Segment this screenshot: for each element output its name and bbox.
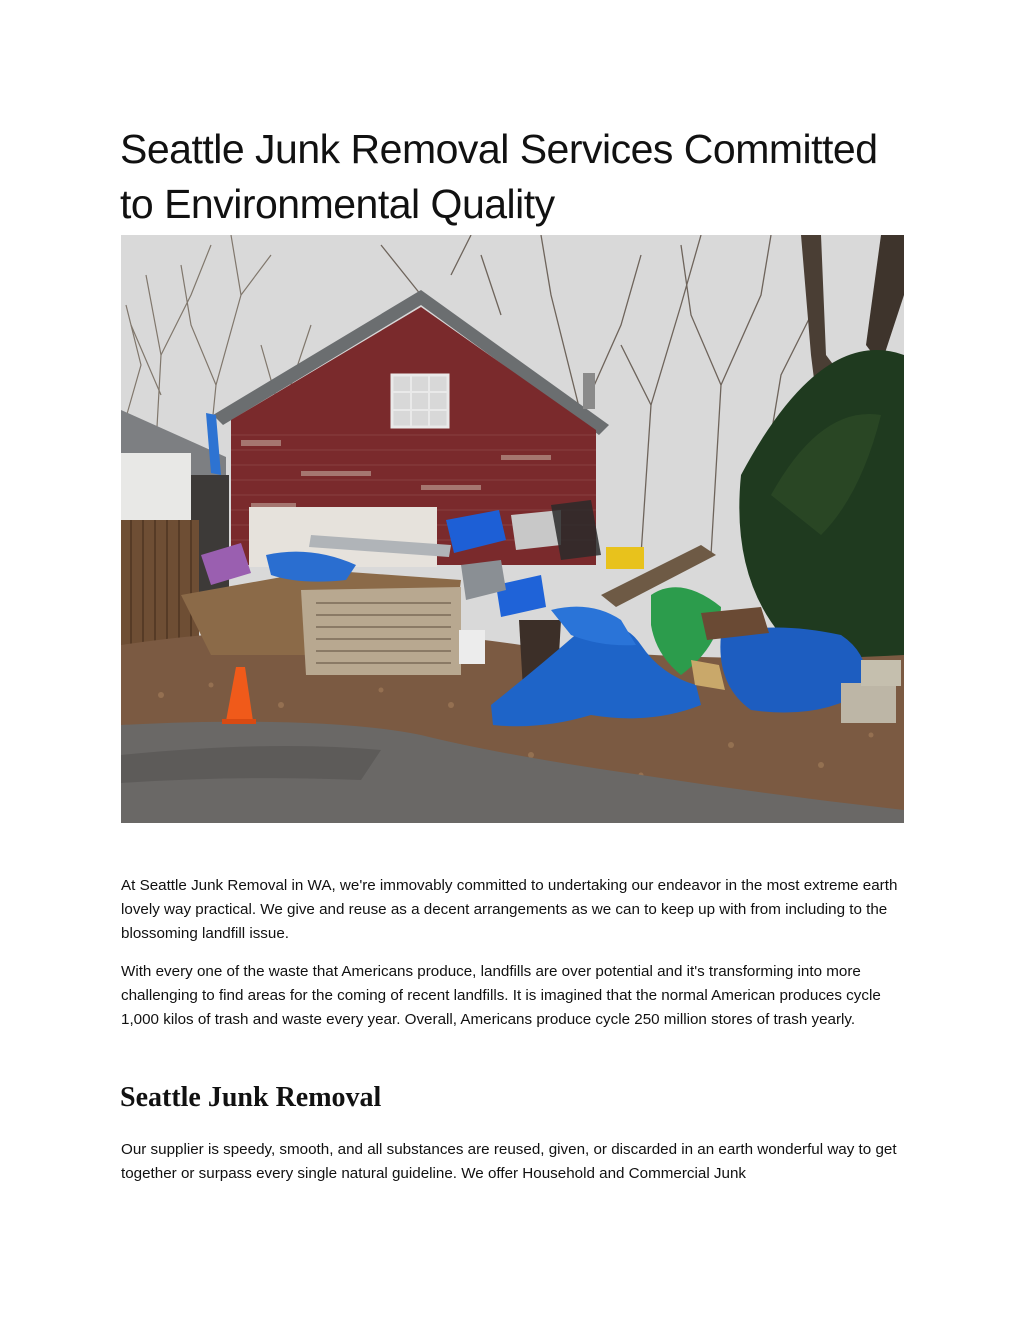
paragraph-service: Our supplier is speedy, smooth, and all substances are reused, given, or discarded in an earth wonderful way to get together or surpass every single natural guideline. We offer Household and Commercial Junk: [121, 1141, 897, 1182]
junk-pile-photo: [121, 235, 904, 823]
paragraph-intro: At Seattle Junk Removal in WA, we're immovably committed to undertaking our endeavor in the most extreme earth lovely way practical. We give and reuse as a decent arrangements as we can to keep up with from including to the blossoming landfill issue.: [121, 877, 898, 942]
paragraph-landfills: With every one of the waste that Americans produce, landfills are over potential and it's transforming into more challenging to find areas for the coming of recent landfills. It is imagined that the normal American produces cycle 1,000 kilos of trash and waste every year. Overall, Americans produce cycle 250 million stores of trash yearly.: [121, 963, 881, 1028]
photo-illustration: [121, 235, 904, 823]
section-heading: Seattle Junk Removal: [120, 1082, 382, 1113]
page-title: Seattle Junk Removal Services Committed to Environmental Quality: [120, 126, 878, 227]
